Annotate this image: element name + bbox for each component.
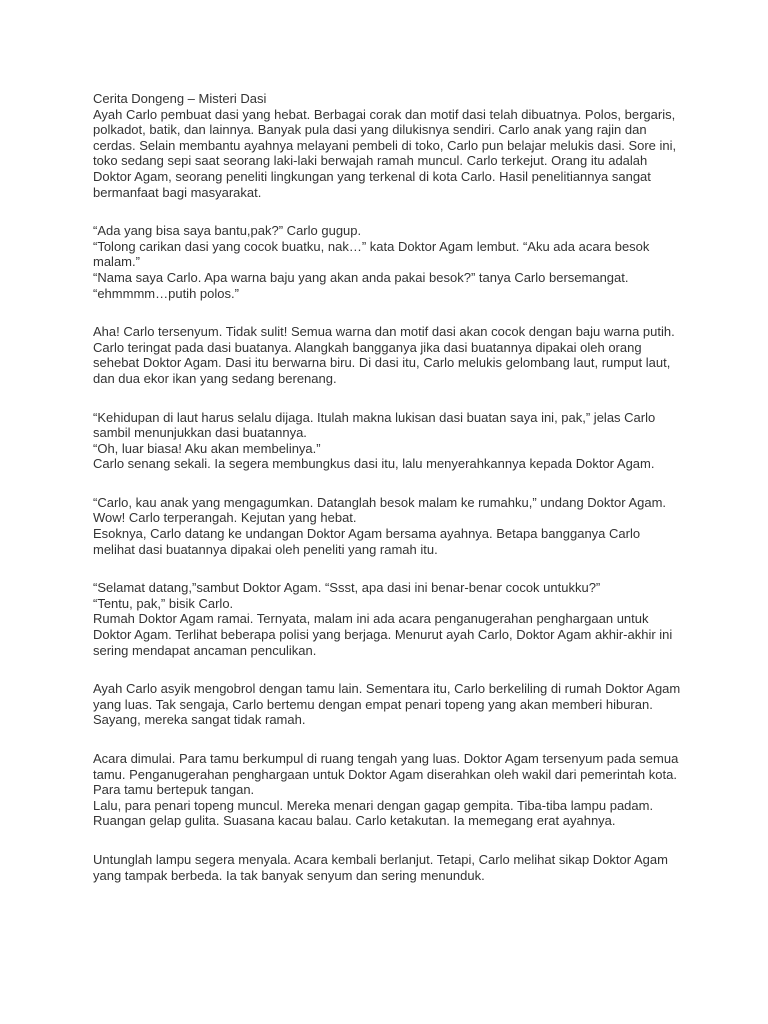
paragraph-5 xyxy=(93,495,683,557)
paragraph-line: Rumah Doktor Agam ramai. Ternyata, malam ini ada acara penganugerahan penghargaan untuk Doktor Agam. Terlihat beberapa polisi yang berjaga. Menurut ayah Carlo, Doktor Agam akhir-akhir ini sering mendapat ancaman penculikan. xyxy=(93,611,673,658)
paragraph-6 xyxy=(93,580,683,658)
paragraph-line: “ehmmmm…putih polos.” xyxy=(93,285,239,301)
paragraph-3 xyxy=(93,324,683,386)
paragraph-line: Wow! Carlo terperangah. Kejutan yang hebat. xyxy=(93,510,357,526)
paragraph-8 xyxy=(93,751,683,829)
paragraph-line: Untunglah lampu segera menyala. Acara kembali berlanjut. Tetapi, Carlo melihat sikap Doktor Agam yang tampak berbeda. Ia tak banyak senyum dan sering menunduk. xyxy=(93,851,668,883)
paragraph-line: “Tolong carikan dasi yang cocok buatku, nak…” kata Doktor Agam lembut. “Aku ada acara besok malam.” xyxy=(93,238,650,270)
paragraph-line: “Carlo, kau anak yang mengagumkan. Datanglah besok malam ke rumahku,” undang Doktor Agam. xyxy=(93,494,667,510)
paragraph-line: Lalu, para penari topeng muncul. Mereka menari dengan gagap gempita. Tiba-tiba lampu padam. Ruangan gelap gulita. Suasana kacau balau. Carlo ketakutan. Ia memegang erat ayahnya. xyxy=(93,797,654,829)
paragraph-line: Aha! Carlo tersenyum. Tidak sulit! Semua warna dan motif dasi akan cocok dengan baju warna putih. Carlo teringat pada dasi buatanya. Alangkah bangganya jika dasi buatannya dipakai oleh orang sehebat Doktor Agam. Dasi itu berwarna biru. Di dasi itu, Carlo melukis gelombang laut, rumput laut, dan dua ekor ikan yang sedang berenang. xyxy=(93,324,675,386)
paragraph-2 xyxy=(93,223,683,301)
paragraph-line: “Tentu, pak,” bisik Carlo. xyxy=(93,595,234,611)
paragraph-line: Acara dimulai. Para tamu berkumpul di ruang tengah yang luas. Doktor Agam tersenyum pada semua tamu. Penganugerahan penghargaan untuk Doktor Agam diserahkan oleh wakil dari pemerintah kota. Para tamu bertepuk tangan. xyxy=(93,751,679,798)
paragraph-line: “Selamat datang,”sambut Doktor Agam. “Ssst, apa dasi ini benar-benar cocok untukku?” xyxy=(93,580,601,596)
document-title: Cerita Dongeng – Misteri Dasi xyxy=(93,91,267,106)
paragraph-line: Carlo senang sekali. Ia segera membungkus dasi itu, lalu menyerahkannya kepada Doktor Agam. xyxy=(93,456,655,472)
paragraph-9 xyxy=(93,852,683,883)
paragraph-7 xyxy=(93,681,683,728)
paragraph-line: Ayah Carlo pembuat dasi yang hebat. Berbagai corak dan motif dasi telah dibuatnya. Polos, bergaris, polkadot, batik, dan lainnya. Banyak pula dasi yang dilukisnya sendiri. Carlo anak yang rajin dan cerdas. Selain membantu ayahnya melayani pembeli di toko, Carlo pun belajar melukis dasi. Sore ini, toko sedang sepi saat seorang laki-laki berwajah ramah muncul. Carlo terkejut. Orang itu adalah Doktor Agam, seorang peneliti lingkungan yang terkenal di kota Carlo. Hasil penelitiannya sangat bermanfaat bagi masyarakat. xyxy=(93,106,677,200)
paragraph-line: “Nama saya Carlo. Apa warna baju yang akan anda pakai besok?” tanya Carlo bersemangat. xyxy=(93,269,629,285)
paragraph-line: Ayah Carlo asyik mengobrol dengan tamu lain. Sementara itu, Carlo berkeliling di rumah Doktor Agam yang luas. Tak sengaja, Carlo bertemu dengan empat penari topeng yang akan memberi hiburan. Sayang, mereka sangat tidak ramah. xyxy=(93,681,681,728)
paragraph-line: “Oh, luar biasa! Aku akan membelinya.” xyxy=(93,440,321,456)
paragraph-line: “Kehidupan di laut harus selalu dijaga. Itulah makna lukisan dasi buatan saya ini, pak,” jelas Carlo sambil menunjukkan dasi buatannya. xyxy=(93,409,656,441)
paragraph-line: Esoknya, Carlo datang ke undangan Doktor Agam bersama ayahnya. Betapa bangganya Carlo melihat dasi buatannya dipakai oleh peneliti yang ramah itu. xyxy=(93,526,641,557)
paragraph-1 xyxy=(93,107,683,201)
document-page xyxy=(93,91,683,906)
paragraph-4 xyxy=(93,410,683,472)
paragraph-line: “Ada yang bisa saya bantu,pak?” Carlo gugup. xyxy=(93,223,362,239)
